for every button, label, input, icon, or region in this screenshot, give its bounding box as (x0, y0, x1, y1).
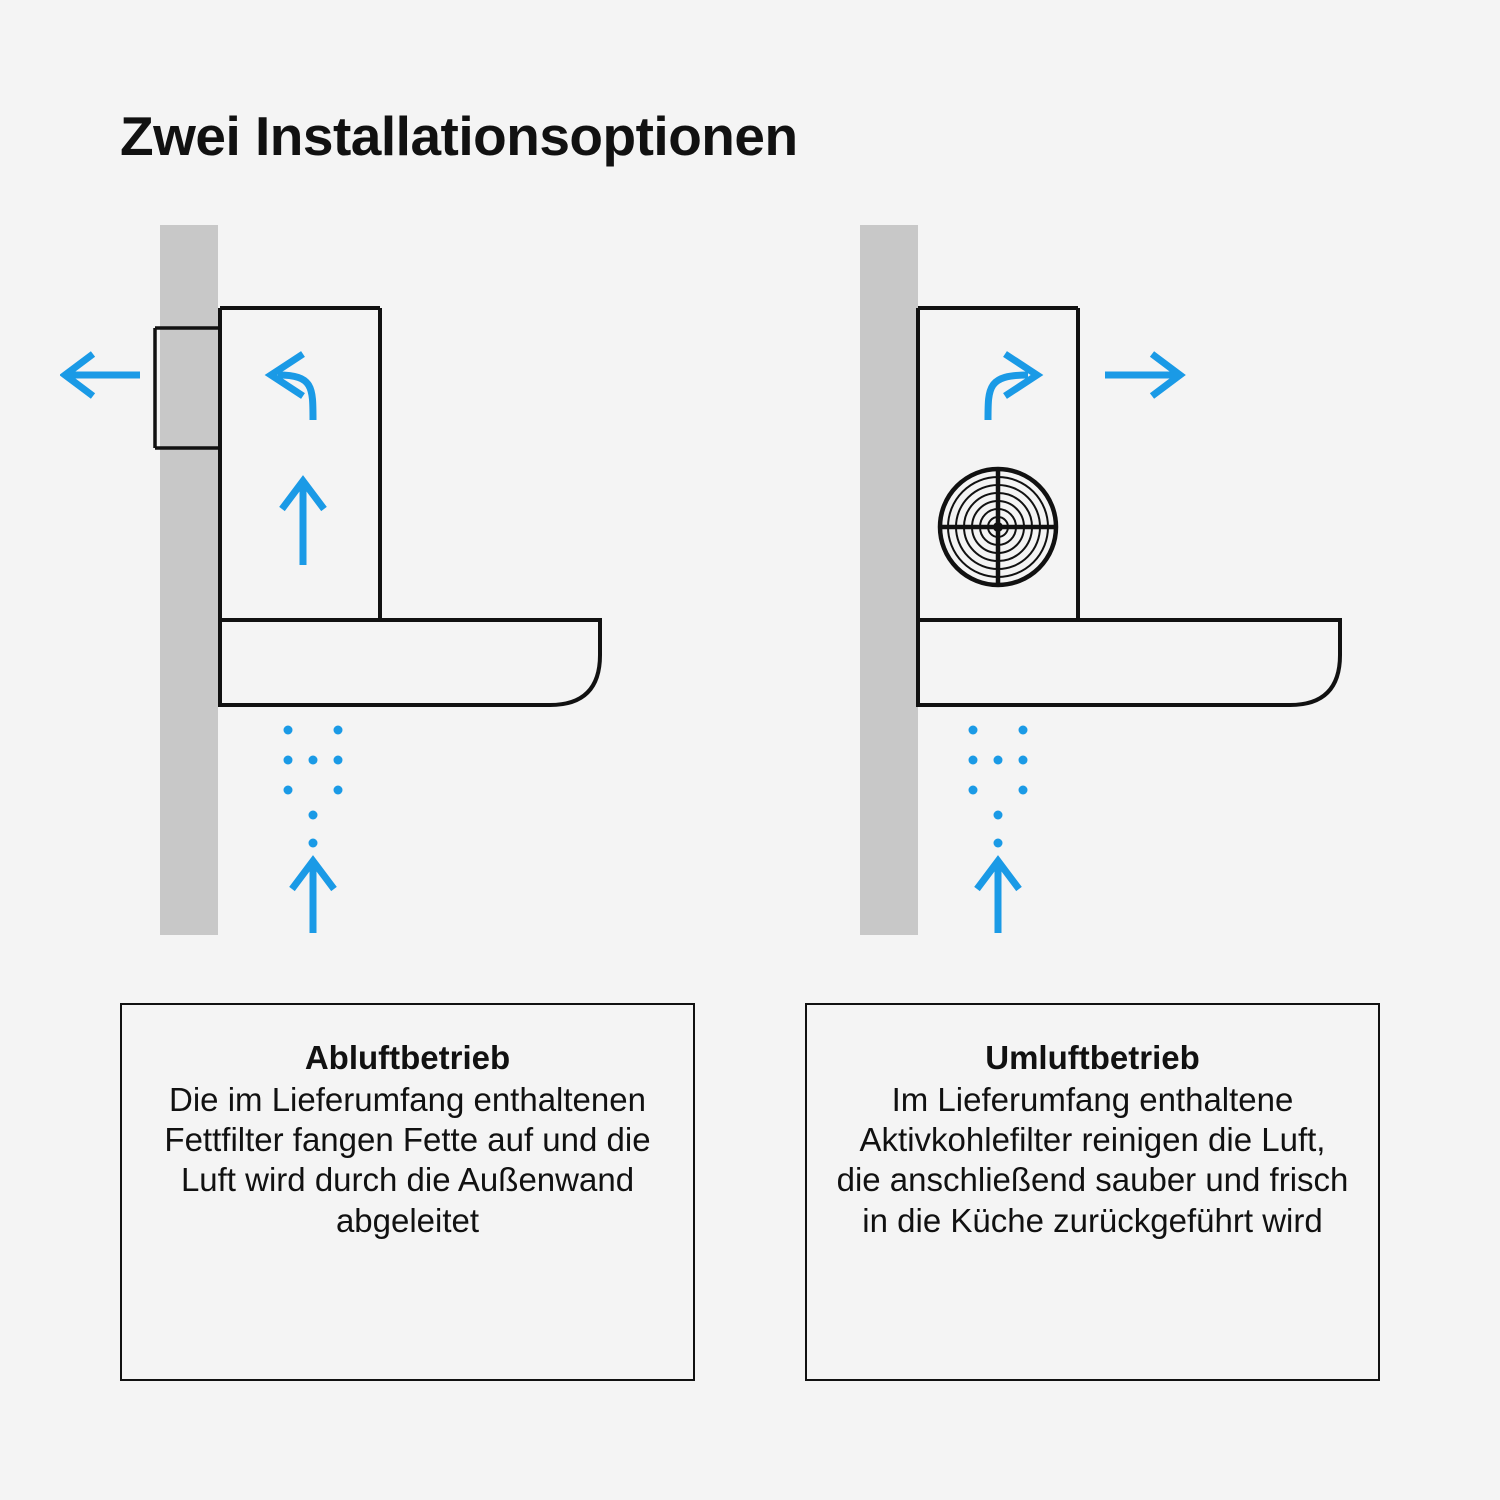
airflow-arrow-intake (292, 861, 334, 933)
caption-body: Die im Lieferumfang enthaltenen Fettfilter fangen Fette auf und die Luft wird durch die Außenwand abgeleitet (164, 1080, 651, 1239)
fan-icon (940, 469, 1056, 585)
airflow-arrow-out-right (1105, 354, 1180, 396)
wall-slab (160, 225, 218, 935)
vapor-dots (284, 726, 343, 848)
hood-canopy (918, 620, 1340, 705)
airflow-arrow-curved-left (271, 354, 313, 420)
diagram-panels (0, 215, 1500, 995)
caption-card-abluftbetrieb (120, 1003, 695, 1381)
hood-canopy (220, 620, 600, 705)
page-title: Zwei Installationsoptionen (120, 105, 798, 167)
caption-heading: Abluftbetrieb (304, 1039, 511, 1076)
caption-heading: Umluftbetrieb (985, 1039, 1200, 1076)
caption-card-umluftbetrieb (805, 1003, 1380, 1381)
caption-row (0, 1003, 1500, 1383)
airflow-arrow-curved-right (988, 354, 1037, 420)
vapor-dots (969, 726, 1028, 848)
airflow-arrow-out-left (65, 354, 140, 396)
airflow-arrow-up (282, 481, 324, 565)
caption-body: Im Lieferumfang enthaltene Aktivkohlefilter reinigen die Luft, die anschließend sauber und frisch in die Küche zurückgeführt wird (836, 1080, 1349, 1239)
umluftbetrieb-diagram (760, 215, 1460, 995)
abluftbetrieb-diagram (60, 215, 760, 995)
wall-slab (860, 225, 918, 935)
airflow-arrow-intake (977, 861, 1019, 933)
